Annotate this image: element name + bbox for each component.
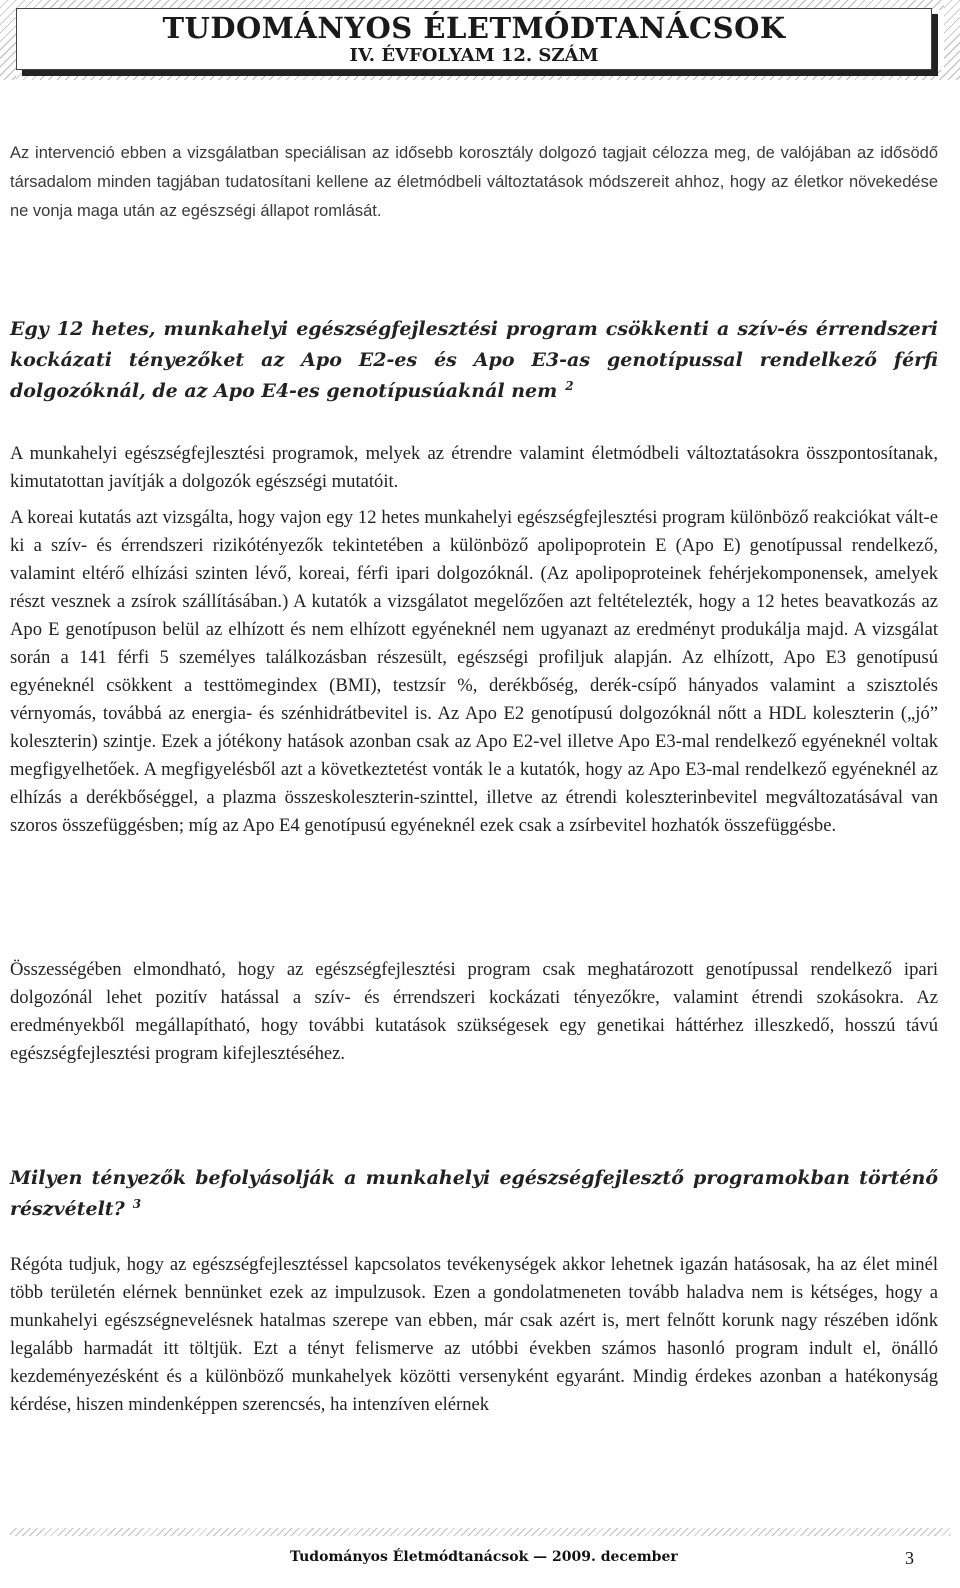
section-2-heading-block <box>10 1163 938 1225</box>
masthead-issue: IV. ÉVFOLYAM 12. SZÁM <box>349 45 599 66</box>
masthead-title: TUDOMÁNYOS ÉLETMÓDTANÁCSOK <box>162 11 786 45</box>
section-1-heading-text: Egy 12 hetes, munkahelyi egészségfejlesztési program csökkenti a szív-és érrendszeri kockázati tényezőket az Apo E2-es és Apo E3-as genotípussal rendelkező férfi dolgozóknál, de az Apo E4-es genotípusúaknál nem <box>10 318 938 402</box>
header-hatch-bottom <box>0 70 960 80</box>
section-1-paragraph-1: A munkahelyi egészségfejlesztési programok, melyek az étrendre valamint életmódbeli változtatásokra összpontosítanak, kimutatottan javítják a dolgozók egészségi mutatóit. <box>10 443 938 492</box>
intro-block <box>10 139 938 226</box>
section-2-footnote-ref: 3 <box>132 1196 142 1211</box>
section-2-paragraph-block <box>10 1251 938 1419</box>
masthead <box>16 8 932 70</box>
section-1-footnote-ref: 2 <box>565 378 574 393</box>
footer-title: Tudományos Életmódtanácsok — 2009. december <box>290 1549 678 1565</box>
section-1-paragraph-3: Összességében elmondható, hogy az egészségfejlesztési program csak meghatározott genotípussal rendelkező ipari dolgozónál lehet pozitív hatással a szív- és érrendszeri kockázati tényezőkre, valamint étrendi szokásokra. Az eredményekből megállapítható, hogy további kutatások szükségesek egy genetikai háttérhez illeszkedő, hosszú távú egészségfejlesztési program kifejlesztéséhez. <box>10 959 938 1064</box>
section-1-heading-block <box>10 314 938 407</box>
header-hatch-right <box>944 0 960 80</box>
section-1-paragraph-2-block <box>10 504 938 840</box>
section-1-paragraph-3-block <box>10 956 938 1068</box>
page-number: 3 <box>905 1548 914 1568</box>
section-1-paragraph-2: A koreai kutatás azt vizsgálta, hogy vajon egy 12 hetes munkahelyi egészségfejlesztési program különböző reakciókat vált-e ki a szív- és érrendszeri rizikótényezők tekintetében a különböző apolipoprotein E (Apo E) genotípussal rendelkező, valamint eltérő elhízási szinten lévő, koreai, férfi ipari dolgozóknál. (Az apolipoproteinek fehérjekomponensek, amelyek részt vesznek a zsírok szállításában.) A kutatók a vizsgálatot megelőzően azt feltételezték, hogy a 12 hetes beavatkozás az Apo E genotípuson belül az elhízott és nem elhízott egyéneknél nem ugyanazt az eredményt produkálja majd. A vizsgálat során a 141 férfi 5 személyes találkozásban részesült, egészségi profiljuk alapján. Az elhízott, Apo E3 genotípusú egyéneknél csökkent a testtömegindex (BMI), testzsír %, derékbőség, derék-csípő hányados valamint a szisztolés vérnyomás, továbbá az energia- és szénhidrátbevitel is. Az Apo E2 genotípusú dolgozóknál nőtt a HDL koleszterin („jó” koleszterin) szintje. Ezek a jótékony hatások azonban csak az Apo E2-vel illetve Apo E3-mal rendelkező egyéneknél voltak megfigyelhetőek. A megfigyelésből azt a következtetést vonták le a kutatók, hogy az Apo E3-mal rendelkező egyéneknél az elhízás a derékbőséggel, a plazma összeskoleszterin-szinttel, illetve az étrendi koleszterinbevitel megváltozatásával van szoros összefüggésben; míg az Apo E4 genotípusú egyéneknél ezek csak a zsírbevitel hozhatók összefüggésbe. <box>10 507 938 836</box>
header-hatch-left <box>0 0 16 80</box>
footer-divider <box>10 1528 950 1536</box>
section-2-heading <box>10 1163 938 1225</box>
intro-paragraph: Az intervenció ebben a vizsgálatban speciálisan az idősebb korosztály dolgozó tagjait célozza meg, de valójában az idősödő társadalom minden tagjában tudatosítani kellene az életmódbeli változtatások módszereit ahhoz, hogy az életkor növekedése ne vonja maga után az egészségi állapot romlását. <box>10 144 938 220</box>
section-2-heading-text: Milyen tényezők befolyásolják a munkahelyi egészségfejlesztő programokban történő részvételt? <box>10 1167 938 1220</box>
section-2-paragraph: Régóta tudjuk, hogy az egészségfejlesztéssel kapcsolatos tevékenységek akkor lehetnek igazán hatásosak, ha az élet minél több területén elérnek bennünket ezek az impulzusok. Ezen a gondolatmeneten tovább haladva nem is kétséges, hogy a munkahelyi egészségnevelésnek hatalmas szerepe van ebben, már csak azért is, mert felnőtt korunk nagy részében időnk legalább harmadát itt töltjük. Ezt a tényt felismerve az utóbbi években számos hasonló program indult el, önálló kezdeményezésként és a különböző munkahelyek közötti versenyként egyaránt. Mindig érdekes azonban a hatékonyság kérdése, hiszen mindenképpen szerencsés, ha intenzíven elérnek <box>10 1254 938 1415</box>
section-1-paragraph-1-block <box>10 440 938 496</box>
section-1-heading <box>10 314 938 407</box>
